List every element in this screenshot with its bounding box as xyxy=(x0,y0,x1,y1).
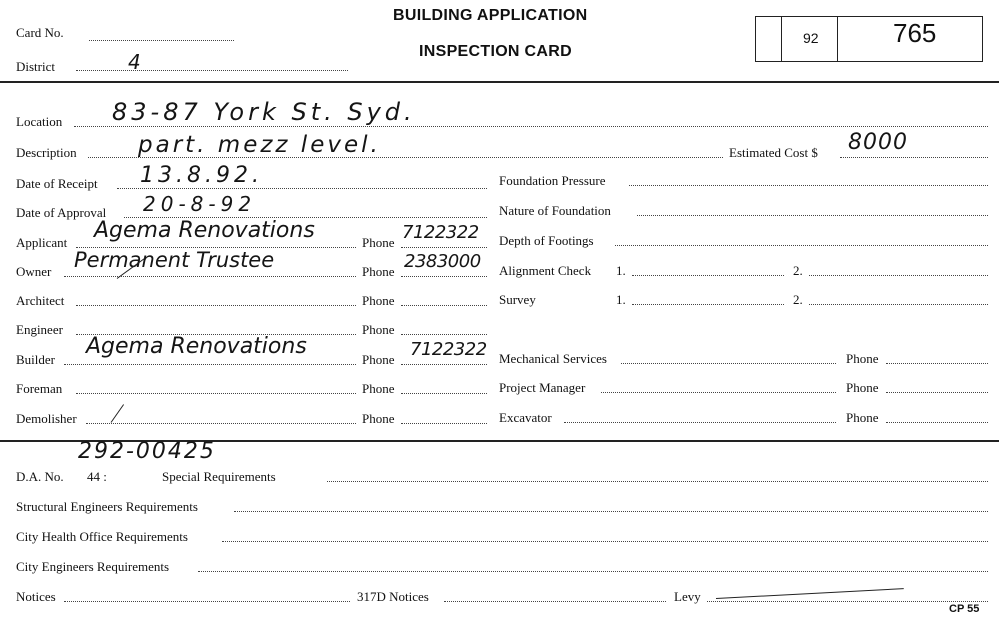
architect-phone-label: Phone xyxy=(362,293,395,308)
special-requirements-label: Special Requirements xyxy=(162,469,276,484)
owner-value: Permanent Trustee xyxy=(74,248,275,272)
project-manager-phone-label: Phone xyxy=(846,380,879,395)
alignment-check-1-label: 1. xyxy=(616,263,626,278)
levy-label: Levy xyxy=(674,589,701,604)
owner-phone-label: Phone xyxy=(362,264,395,279)
architect-label: Architect xyxy=(16,293,65,308)
notices-317d-label: 317D Notices xyxy=(357,589,429,604)
owner-field[interactable] xyxy=(64,276,356,277)
builder-label: Builder xyxy=(16,352,55,367)
notices-field[interactable] xyxy=(64,601,350,602)
foundation-pressure-label: Foundation Pressure xyxy=(499,173,606,188)
district-value: 4 xyxy=(128,50,141,74)
structural-engineers-field[interactable] xyxy=(234,511,988,512)
demolisher-phone-label: Phone xyxy=(362,411,395,426)
notices-317d-field[interactable] xyxy=(444,601,666,602)
foundation-pressure-field[interactable] xyxy=(629,185,988,186)
demolisher-field[interactable] xyxy=(86,423,356,424)
card-number-value: 765 xyxy=(893,18,937,48)
mechanical-services-field[interactable] xyxy=(621,363,836,364)
date-of-receipt-label: Date of Receipt xyxy=(16,176,98,191)
excavator-phone-field[interactable] xyxy=(886,422,988,423)
card-number-divider xyxy=(837,16,838,62)
foreman-phone-label: Phone xyxy=(362,381,395,396)
mechanical-services-phone-field[interactable] xyxy=(886,363,988,364)
card-number-year: 92 xyxy=(803,30,819,46)
card-no-label: Card No. xyxy=(16,25,64,40)
project-manager-phone-field[interactable] xyxy=(886,392,988,393)
city-health-field[interactable] xyxy=(222,541,988,542)
date-of-receipt-field[interactable] xyxy=(117,188,487,189)
card-number-box xyxy=(755,16,983,62)
architect-phone-field[interactable] xyxy=(401,305,487,306)
owner-phone-value: 2383000 xyxy=(404,251,481,272)
city-health-label: City Health Office Requirements xyxy=(16,529,188,544)
survey-2-label: 2. xyxy=(793,292,803,307)
architect-field[interactable] xyxy=(76,305,356,306)
engineer-label: Engineer xyxy=(16,322,63,337)
excavator-phone-label: Phone xyxy=(846,410,879,425)
card-title-line1: BUILDING APPLICATION xyxy=(393,7,588,24)
applicant-value: Agema Renovations xyxy=(94,218,315,243)
city-engineers-label: City Engineers Requirements xyxy=(16,559,170,574)
applicant-label: Applicant xyxy=(16,235,68,250)
structural-engineers-label: Structural Engineers Requirements xyxy=(16,499,198,514)
description-label: Description xyxy=(16,145,77,160)
date-of-approval-value: 20-8-92 xyxy=(143,192,257,216)
form-code: CP 55 xyxy=(949,603,980,615)
depth-of-footings-label: Depth of Footings xyxy=(499,233,594,248)
date-of-receipt-value: 13.8.92. xyxy=(140,163,263,188)
engineer-phone-field[interactable] xyxy=(401,334,487,335)
foreman-field[interactable] xyxy=(76,393,356,394)
engineer-phone-label: Phone xyxy=(362,322,395,337)
levy-field[interactable] xyxy=(707,601,988,602)
nature-of-foundation-label: Nature of Foundation xyxy=(499,203,611,218)
estimated-cost-label: Estimated Cost $ xyxy=(729,145,818,160)
da-number-prefix: 44 : xyxy=(87,469,107,484)
alignment-check-label: Alignment Check xyxy=(499,263,592,278)
mechanical-services-label: Mechanical Services xyxy=(499,351,607,366)
notices-label: Notices xyxy=(16,589,56,604)
builder-field[interactable] xyxy=(64,364,356,365)
foreman-phone-field[interactable] xyxy=(401,393,487,394)
builder-value: Agema Renovations xyxy=(86,334,307,359)
foreman-label: Foreman xyxy=(16,381,63,396)
alignment-check-2-field[interactable] xyxy=(809,275,988,276)
builder-phone-field[interactable] xyxy=(401,364,487,365)
levy-strike-mark xyxy=(716,588,904,599)
estimated-cost-field[interactable] xyxy=(840,157,988,158)
excavator-field[interactable] xyxy=(564,422,836,423)
description-value: part. mezz level. xyxy=(138,132,381,158)
da-number-label: D.A. No. xyxy=(16,469,64,484)
card-no-field[interactable] xyxy=(89,40,234,41)
alignment-check-1-field[interactable] xyxy=(632,275,784,276)
applicant-phone-value: 7122322 xyxy=(402,222,479,243)
da-number-value: 292-00425 xyxy=(78,439,216,464)
estimated-cost-value: 8000 xyxy=(848,130,908,155)
demolisher-phone-field[interactable] xyxy=(401,423,487,424)
location-field[interactable] xyxy=(74,126,988,127)
location-label: Location xyxy=(16,114,63,129)
demolisher-strike-mark xyxy=(111,404,124,423)
card-number-divider xyxy=(781,16,782,62)
section-divider xyxy=(0,81,999,83)
owner-phone-field[interactable] xyxy=(401,276,487,277)
builder-phone-label: Phone xyxy=(362,352,395,367)
date-of-approval-label: Date of Approval xyxy=(16,205,107,220)
city-engineers-field[interactable] xyxy=(198,571,988,572)
survey-1-label: 1. xyxy=(616,292,626,307)
demolisher-label: Demolisher xyxy=(16,411,77,426)
applicant-phone-label: Phone xyxy=(362,235,395,250)
excavator-label: Excavator xyxy=(499,410,552,425)
special-requirements-field[interactable] xyxy=(327,481,988,482)
applicant-phone-field[interactable] xyxy=(401,247,487,248)
mechanical-services-phone-label: Phone xyxy=(846,351,879,366)
district-field[interactable] xyxy=(76,70,348,71)
survey-1-field[interactable] xyxy=(632,304,784,305)
district-label: District xyxy=(16,59,55,74)
depth-of-footings-field[interactable] xyxy=(615,245,988,246)
project-manager-field[interactable] xyxy=(601,392,836,393)
survey-label: Survey xyxy=(499,292,536,307)
builder-phone-value: 7122322 xyxy=(410,339,487,360)
survey-2-field[interactable] xyxy=(809,304,988,305)
nature-of-foundation-field[interactable] xyxy=(637,215,988,216)
owner-label: Owner xyxy=(16,264,52,279)
alignment-check-2-label: 2. xyxy=(793,263,803,278)
card-title-line2: INSPECTION CARD xyxy=(419,43,572,60)
location-value: 83-87 York St. Syd. xyxy=(112,98,416,126)
project-manager-label: Project Manager xyxy=(499,380,586,395)
